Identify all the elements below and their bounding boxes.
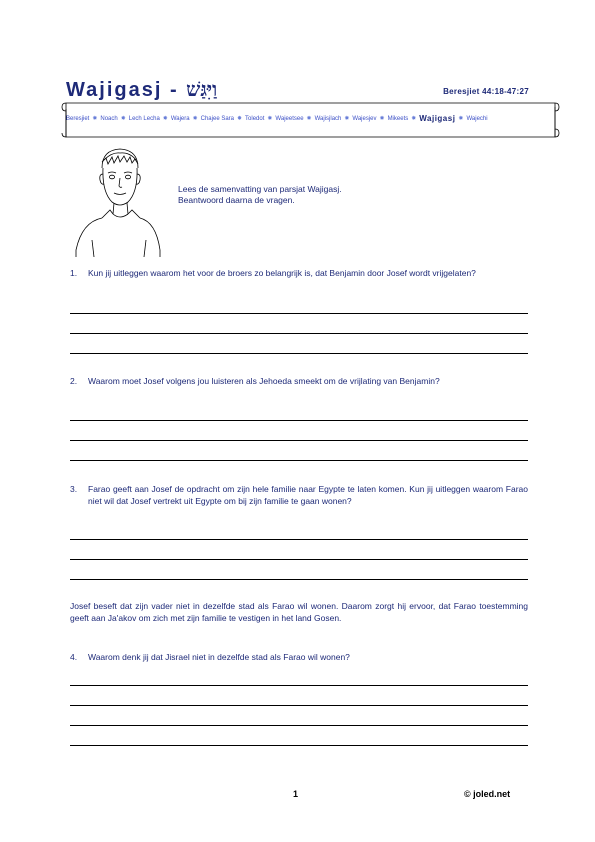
question-3 xyxy=(70,484,528,507)
nav-item-wajera[interactable]: Wajera xyxy=(170,115,190,122)
question-text: Waarom denk jij dat Jisrael niet in dezelfde stad als Farao wil wonen? xyxy=(88,652,350,662)
answer-line[interactable] xyxy=(70,460,528,461)
nav-item-wajesjev[interactable]: Wajesjev xyxy=(352,115,377,122)
nav-item-toledot[interactable]: Toledot xyxy=(245,115,265,122)
nav-item-wajigasj[interactable]: Wajigasj xyxy=(419,114,456,123)
nav-item-beresjiet[interactable]: Beresjiet xyxy=(66,115,90,122)
answer-line[interactable] xyxy=(70,685,528,686)
title-text: Wajigasj - xyxy=(66,79,187,101)
separator-icon: ✸ xyxy=(120,116,126,122)
answer-line[interactable] xyxy=(70,579,528,580)
question-text: Kun jij uitleggen waarom het voor de broers zo belangrijk is, dat Benjamin door Josef wordt vrijgelaten? xyxy=(88,268,476,278)
parasha-nav xyxy=(66,114,546,123)
separator-icon: ✸ xyxy=(458,116,464,122)
question-4 xyxy=(70,652,528,664)
summary-paragraph: Josef beseft dat zijn vader niet in dezelfde stad als Farao wil wonen. Daarom zorgt hij ervoor, dat Farao toestemming geeft aan Ja'akov om zich met zijn familie te vestigen in het land Gosen. xyxy=(70,601,528,623)
answer-line[interactable] xyxy=(70,705,528,706)
bible-reference: Beresjiet 44:18-47:27 xyxy=(443,87,529,96)
question-2 xyxy=(70,376,528,388)
question-1 xyxy=(70,268,528,280)
separator-icon: ✸ xyxy=(237,116,243,122)
separator-icon: ✸ xyxy=(411,116,417,122)
question-text: Waarom moet Josef volgens jou luisteren als Jehoeda smeekt om de vrijlating van Benjamin? xyxy=(88,376,440,386)
intro-text xyxy=(178,184,342,206)
boy-illustration xyxy=(72,140,162,258)
separator-icon: ✸ xyxy=(192,116,198,122)
intro-line-1: Lees de samenvatting van parsjat Wajigasj. xyxy=(178,184,342,194)
nav-item-wajechi[interactable]: Wajechi xyxy=(466,115,488,122)
separator-icon: ✸ xyxy=(162,116,168,122)
copyright: © joled.net xyxy=(464,789,511,799)
separator-icon: ✸ xyxy=(344,116,350,122)
nav-item-noach[interactable]: Noach xyxy=(100,115,118,122)
answer-line[interactable] xyxy=(70,333,528,334)
question-number: 3. xyxy=(70,484,78,494)
separator-icon: ✸ xyxy=(92,116,98,122)
nav-item-chajee-sara[interactable]: Chajee Sara xyxy=(200,115,234,122)
nav-item-mikeets[interactable]: Mikeets xyxy=(387,115,409,122)
nav-item-wajisjlach[interactable]: Wajisjlach xyxy=(314,115,342,122)
page-number: 1 xyxy=(293,789,299,799)
question-number: 1. xyxy=(70,268,78,278)
answer-line[interactable] xyxy=(70,559,528,560)
answer-line[interactable] xyxy=(70,539,528,540)
answer-line[interactable] xyxy=(70,440,528,441)
answer-line[interactable] xyxy=(70,420,528,421)
intro-line-2: Beantwoord daarna de vragen. xyxy=(178,195,295,205)
nav-item-wajeetsee[interactable]: Wajeetsee xyxy=(275,115,304,122)
question-text: Farao geeft aan Josef de opdracht om zijn hele familie naar Egypte te laten komen. Kun jij uitleggen waarom Farao niet wil dat Josef vertrekt uit Egypte om bij zijn familie te gaan wonen? xyxy=(88,484,528,506)
question-number: 4. xyxy=(70,652,78,662)
nav-item-lech-lecha[interactable]: Lech Lecha xyxy=(128,115,160,122)
title-hebrew: וַיִּגַּשׁ xyxy=(186,77,218,101)
separator-icon: ✸ xyxy=(267,116,273,122)
separator-icon: ✸ xyxy=(306,116,312,122)
answer-line[interactable] xyxy=(70,313,528,314)
answer-line[interactable] xyxy=(70,353,528,354)
separator-icon: ✸ xyxy=(379,116,385,122)
answer-line[interactable] xyxy=(70,745,528,746)
question-number: 2. xyxy=(70,376,78,386)
answer-line[interactable] xyxy=(70,725,528,726)
